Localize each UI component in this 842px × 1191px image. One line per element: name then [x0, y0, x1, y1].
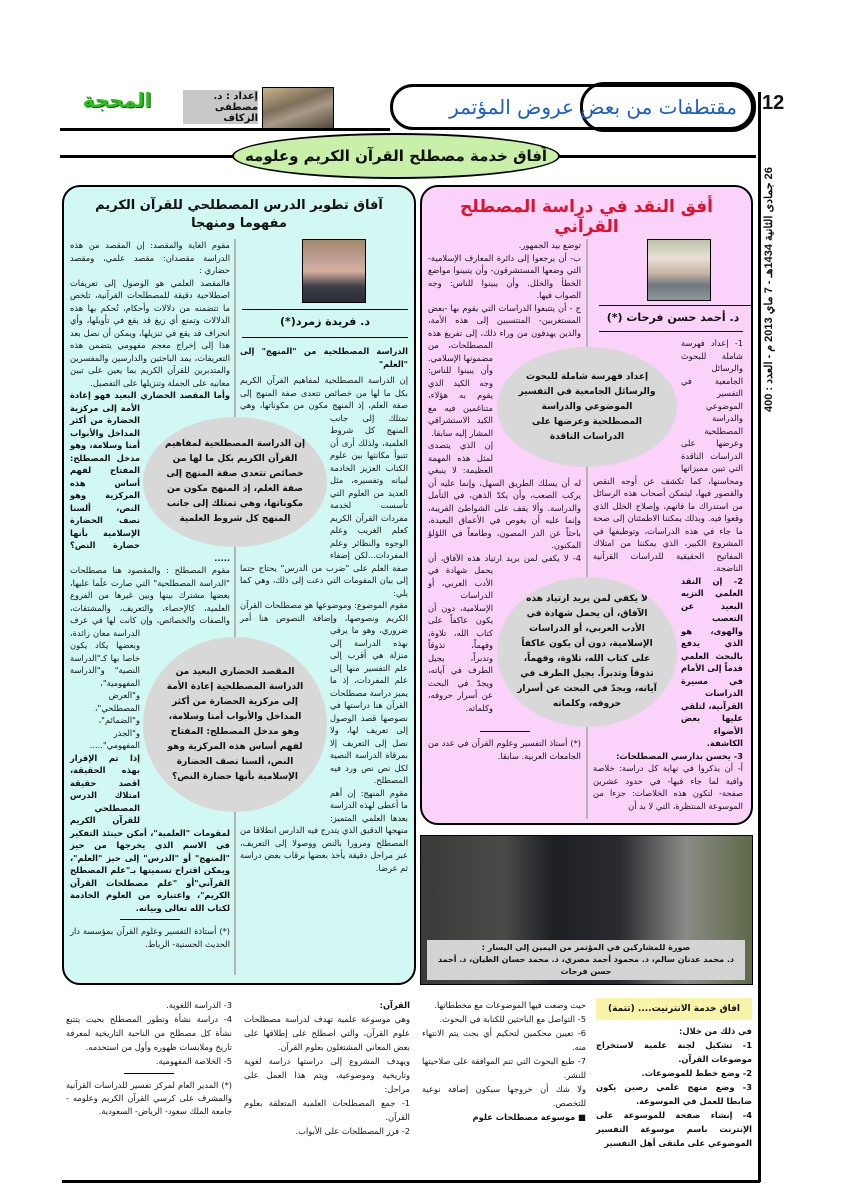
paragraph: فالمقصد العلمي هو الوصول إلى تعريفات اصطلاحية دقيقة للمصطلحات القرآنية، تلخص ما تتضمنه من دلالات وأحكام، تُحكم بها هذه الدلالات وتمنع أي زيغ قد يقع في تأويلها، وأي انحراف قد يقع في تنزيلها، ويمكن أن نصل بعد هذا إلى إخراج معجم مفهومي يتضمن هذه التعريفات، يمد الباحثين والدارسين والمفسرين والمتدبرين للقرآن الكريم بما يعين على تبين معانيه على الجملة وتنزيلها على التفصيل.	[70, 277, 230, 388]
paragraph: أ- أن يذكروا في نهاية كل دراسة: خلاصة وافية لما جاء فيها- في حدود عشرين صفحة- لتكون هذه الخلاصات: جزءا من الموسوعة المنتظرة، التي لا بد أن	[593, 763, 743, 811]
header-rule	[60, 128, 390, 131]
left-article	[62, 185, 416, 985]
paragraph: حيث وضعت فيها الموضوعات مع مخططاتها.	[434, 1000, 586, 1010]
title-rule-right	[558, 155, 756, 158]
bottom-column-4	[66, 998, 232, 1118]
author-credit: إعداد : د. مصطفى الزكاف	[183, 90, 258, 124]
paragraph: 4- دراسة نشأة وتطور المصطلح بحيث يتتبع نشأة كل مصطلح من الناحية التاريخية لمعرفة تاريخ وملابسات ظهوره وأول من استخدمه.	[66, 1014, 232, 1052]
main-title: آفاق خدمة مصطلح القرآن الكريم وعلومه	[232, 133, 560, 179]
paragraph: 4- إنشاء صفحة للموسوعة على الإنترنت باسم موسوعة التفسير الموضوعي على ملتقى أهل التفسير	[596, 1110, 752, 1148]
divider	[480, 731, 530, 732]
right-article	[420, 185, 753, 825]
paragraph: 1- إعداد فهرسة شاملة للبحوث والرسائل الجامعية في التفسير الموضوعي والدراسة المصطلحية وعرضها على الدراسات الناقدة التي تبين مميزاتها ومحاسنها، كما تكشف عن أوجه النقص والقصور فيها، ليتمكن أصحاب هذه الرسائل من استدراك ما فاتهم، وإصلاح الخلل الذي وقعوا فيه. وبذلك يمكننا الاطمئنان إلى صحة ما جاء في هذه الدراسات، وتوظيفها في المشروع الكبير، الذي يمكننا من امتلاك المفاتيح الحقيقية للدراسات القرآنية الناضجة.	[593, 338, 743, 573]
paragraph: ويهدف المشروع إلى دراستها دراسة لغوية وتاريخية وموضوعية، ويتم هذا العمل على مراحل:	[244, 1056, 410, 1094]
paragraph: القرآن:	[379, 1000, 410, 1010]
author-name: د. فريدة زمرد(*)	[280, 315, 370, 328]
bottom-column-2	[422, 998, 586, 1124]
footnote: (*) أستاذة التفسير وعلوم القرآن بمؤسسة دار الحديث الحسنية- الرباط.	[70, 926, 230, 949]
divider	[242, 337, 408, 338]
author-name: د. أحمد حسن فرحات (*)	[606, 311, 740, 324]
author-portrait	[302, 239, 366, 303]
paragraph: 7- طبع البحوث التي تتم الموافقة على صلاحيتها للنشر.	[422, 1056, 586, 1080]
title-rule-left	[60, 155, 235, 158]
footnote: (*) أستاذ التفسير وعلوم القرآن في عدد من الجامعات العربية. سابقا.	[428, 738, 581, 761]
section-title: مقتطفات من بعض عروض المؤتمر	[390, 84, 754, 130]
wrap-spacer	[593, 337, 681, 471]
caption-line: د. محمد عدنان سالم، د. محمود أحمد مصري، د. محمد حسان الطيان، د. أحمد حسن فرحات	[437, 955, 735, 976]
paragraph: 2- وضع خطط للموضوعات.	[641, 1068, 752, 1078]
column-right	[593, 337, 743, 812]
paragraph: في ذلك من خلال:	[679, 1026, 752, 1036]
paragraph: ج - أن يتتبعوا الدراسات التي يقوم بها -بعض المستغربين- المنتسبين إلى هذه الأمة، والذين يهدفون من وراء ذلك، إلى تفريغ هذه المصطلحات، من مضمونها الإسلامي. وأن يبينوا للناس: وجه الكيد الذي يقوم به هؤلاء، متناغمين فيه مع الكيد الاستشراقي المشار إليه سابقا.	[428, 302, 581, 438]
bottom-rule	[62, 1180, 760, 1183]
paragraph: مقوم المنهج: إن أهم ما أعطى لهذه الدراسة بعدها العلمي المتميز: منهجها الدقيق الذي يتدرج فيه الدارس انطلاقا من المصطلح ومرورا بالنص ووصولا إلى التعريف، عبر مراحل دقيقة يأخذ بعضها برقاب بعض دراسة ثم عرضا.	[240, 787, 408, 873]
footnote: (*) المدير العام لمركز تفسير للدراسات القرآنية والمشرف على كرسي القرآن الكريم وعلومه - جامعة الملك سعود- الرياض- السعودية.	[66, 1080, 232, 1116]
paragraph: 3- الدراسة اللغوية.	[166, 1000, 232, 1010]
paragraph: توضع بيد الجمهور.	[518, 240, 581, 250]
paragraph: وهي موسوعة علمية تهدف لدراسة مصطلحات علوم القرآن، والتي اصطلح على إطلاقها على بعض المعاني المشتغلون بعلوم القرآن.	[244, 1014, 410, 1052]
caption-line: صورة للمشاركين في المؤتمر من اليمين إلى اليسار :	[481, 943, 691, 952]
paragraph: مقوم الموضوع: وموضوعها هو مصطلحات القرآن الكريم ونصوصها، وإضافة النصوص هنا أمر ضروري، وهو ما يرقى بهذه الدراسة إلى منزلة هي أقرب إلى علم التفسير منها إلى علم المفردات، إذ ما يميز دراسة مصطلحات القرآن هنا دراستها في نصوصها قصد الوصول إلى تعريف لها، ولا نصل إلى التعريف إلا بمرقاة الدراسة النصية لكل نص نص ورد فيه المصطلح.	[240, 600, 408, 785]
author-portrait	[647, 239, 711, 301]
column-left	[70, 239, 230, 950]
column-left	[428, 239, 581, 762]
conference-participants-photo	[420, 835, 753, 985]
paragraph: 1- جمع المصطلحات العلمية المتعلقة بعلوم القرآن.	[244, 1098, 410, 1122]
issue-line: 26 جمادى الثانية 1434هـ - 7 ماي 2013 م - العدد : 400	[763, 167, 775, 412]
pullquote: المقصد الحضاري البعيد من الدراسة المصطلحية إعادة الأمة إلى مركزية الحضارة من أكثر المداخل والأبواب أمنا وسلامة، وهو مدخل المصطلح: المفتاح لفهم أساس هذه المركزية وهو النص، ألسنا نصف الحضارة الإسلامية بأنها حضارة النص؟	[143, 637, 327, 812]
wrap-spacer	[240, 551, 330, 816]
divider	[599, 305, 751, 306]
paragraph: 2- إن النقد العلمي النزيه البعيد عن التعصب والهوى، هو الذي يدفع بالبحث العلمي قدماً إلى الأمام في مسيرة الدراسات القرآنية، لتلقي عليها بعض الأضواء الكاشفة.	[681, 575, 743, 748]
paragraph: مقوم الغاية والمقصد: إن المقصد من هذه الدراسة مقصدان: مقصد علمي، ومقصد حضاري :	[70, 240, 230, 275]
pullquote: إعداد فهرسة شاملة للبحوث والرسائل الجامعية في التفسير الموضوعي والدراسة المصطلحية وعرضها على الدراسات الناقدة	[497, 347, 677, 467]
photo-caption	[427, 940, 745, 980]
paragraph: ■ موسوعة مصطلحات علوم	[472, 1112, 586, 1122]
pullquote: إن الدراسة المصطلحية لمفاهيم القرآن الكريم بكل ما لها من خصائص تتعدى صفة المنهج إلى صفة العلم، إذ المنهج مكون من مكوناتها، وهي تمتلك إلى جانب المنهج كل شروط العلمية	[143, 417, 327, 547]
side-divider	[758, 92, 761, 1182]
divider	[599, 331, 743, 332]
column-separator	[586, 239, 588, 819]
column-separator	[234, 239, 236, 975]
paragraph: 5- التواصل مع الباحثين للكتابة في البحوث.	[439, 1014, 586, 1024]
pullquote: لا يكفي لمن يريد ارتياد هذه الآفاق، أن يحمل شهادة في الأدب العربي، أو الدراسات الإسلامية، دون أن يكون عاكفاً على كتاب الله، تلاوة، وفهماً، تذوقاً وتدبراً. يجيل الطرف في آياته، ويجدّ في البحث عن أسرار حروفه، وكلماته	[497, 577, 677, 727]
paragraph: وأما المقصد الحضاري البعيد فهو إعادة الأمة إلى مركزية الحضارة من أكثر المداخل والأبواب أمنا وسلامة، وهو مدخل المصطلح: المفتاح لفهم أساس هذه المركزية وهو النص، ألسنا نصف الحضارة الإسلامية بأنها حضارة النص؟ .....	[70, 390, 230, 563]
continuation-title: افاق خدمة الانترنيت.... (تتمة)	[596, 998, 752, 1020]
bottom-column-1	[596, 1024, 752, 1150]
left-article-title: آفاق تطوير الدرس المصطلحي للقرآن الكريم مفهوما ومنهجا	[95, 198, 383, 231]
paragraph: إذا تم الإقرار بهذه الحقيقة، اقصد حقيقة امتلاك الدرس المصطلحي للقرآن الكريم لمقومات "العلمية"، أمكن حينئذ التفكير في الاسم الذي يخرجها من حيز "المنهج" أو "الدرس" إلى حيز "العلم"، ويمكن اقتراح تسميتها بـ"علم المصطلح القرآني"أو "علم مصطلحات القرآن الكريم"، واعتباره من العلوم الخادمة لكتاب الله تعالى وبيانه.	[70, 752, 230, 913]
column-right	[240, 345, 408, 874]
divider	[120, 919, 180, 920]
subheading: الدراسة المصطلحية من "المنهج" إلى "العلم"	[240, 346, 408, 369]
right-article-title: أفق النقد في دراسة المصطلح القرآني	[460, 197, 713, 237]
paragraph: ولا شك أن خروجها سيكون إضافة نوعية للتخصص.	[422, 1084, 586, 1108]
paragraph: 3- وضع منهج علمي رصين يكون ضابطا للعمل في الموسوعة.	[596, 1082, 752, 1106]
paragraph: ب- أن يرجعوا إلى دائرة المعارف الإسلامية- التي وضعها المستشرقون- وأن يتبينوا مواضع الخطأ والخلل. وأن يبينوا للناس: وجه الصواب فيها.	[428, 252, 581, 300]
divider	[124, 1073, 174, 1074]
paragraph: 5- الخلاصة المفهومية.	[155, 1056, 232, 1066]
paragraph: إن الدراسة المصطلحية لمفاهيم القرآن الكريم بكل ما لها من خصائص تتعدى صفة المنهج إلى صفة العلم، إذ المنهج مكون من مكوناتها، وهي تمتلك إلى جانب المنهج كل شروط العلمية، ولذلك أرى أن تتبوأ مكانتها بين علوم الكتاب العزيز الخادمة لبيانه وتفسيره، مثل العديد من العلوم التي تأسست لخدمة مفردات القرآن الكريم كعلم الغريب وعلم الوجوه والنظائر وعلم المفردات...لكن إضفاء صفة العلم على "ضرب من الدرس" يحتاج حتما إلى بيان المقومات التي دعت إلى ذلك، وهي كما يلي:	[240, 375, 408, 598]
divider	[242, 309, 408, 310]
paragraph: إن الذي يتصدى لمثل هذه المهمة العظيمة: لا ينبغي له أن يسلك الطريق السهل، وإنما عليه أن يركب الصعب، وأن يكدّ الذهن، في التأمل والدراسة. وألا يقف على الشواطئ القريبة، وإنما عليه أن يغوص في الأعماق البعيدة، باحثاً عن الدر المصون، وطامعاً في اللؤلؤ المكنون.	[428, 440, 581, 550]
paragraph: 1- تشكيل لجنة علمية لاستخراج موضوعات القرآن.	[596, 1040, 752, 1064]
paragraph: 6- تعيين محكمين لتحكيم أي بحث يتم الانتهاء منه.	[422, 1028, 586, 1052]
paragraph: مقوم المصطلح : والمقصود هنا مصطلحات "الدراسة المصطلحية" التي صارت علَما عليها، بعضها مشترك بينها وبين غيرها من الفروع العلمية، كالإحصاء، والتعريف، والمشتقات، والصفات والخصائص، وإن كانت لها في عرف الدراسة معان زائدة، وبعضها يكاد يكون خاصا بها كـ"الدراسة النصية" و"الدراسة المفهومية"، و"العرض المصطلحي"، و"الضمائم"، و"الجذر المفهومي".....	[70, 565, 230, 750]
paragraph: 2- فرز المصطلحات على الأبواب.	[295, 1126, 410, 1136]
conference-hall-photo	[262, 87, 334, 129]
paragraph: 4- لا يكفي لمن يريد ارتياد هذه الآفاق، أن يحمل شهادة في الأدب العربي، أو الدراسات الإسلامية، دون أن يكون عاكفاً على كتاب الله، تلاوة، وفهماً، تذوقاً وتدبراً، يجيل الطرف في آياته، ويجدّ في البحث عن أسرار حروفه، وكلماته.	[428, 552, 581, 713]
page-number: 12	[762, 92, 785, 114]
paragraph: 3- يحسن بدارسي المصطلحات:	[616, 750, 743, 761]
logo: المحجة	[82, 88, 152, 112]
bottom-column-3	[244, 998, 410, 1138]
